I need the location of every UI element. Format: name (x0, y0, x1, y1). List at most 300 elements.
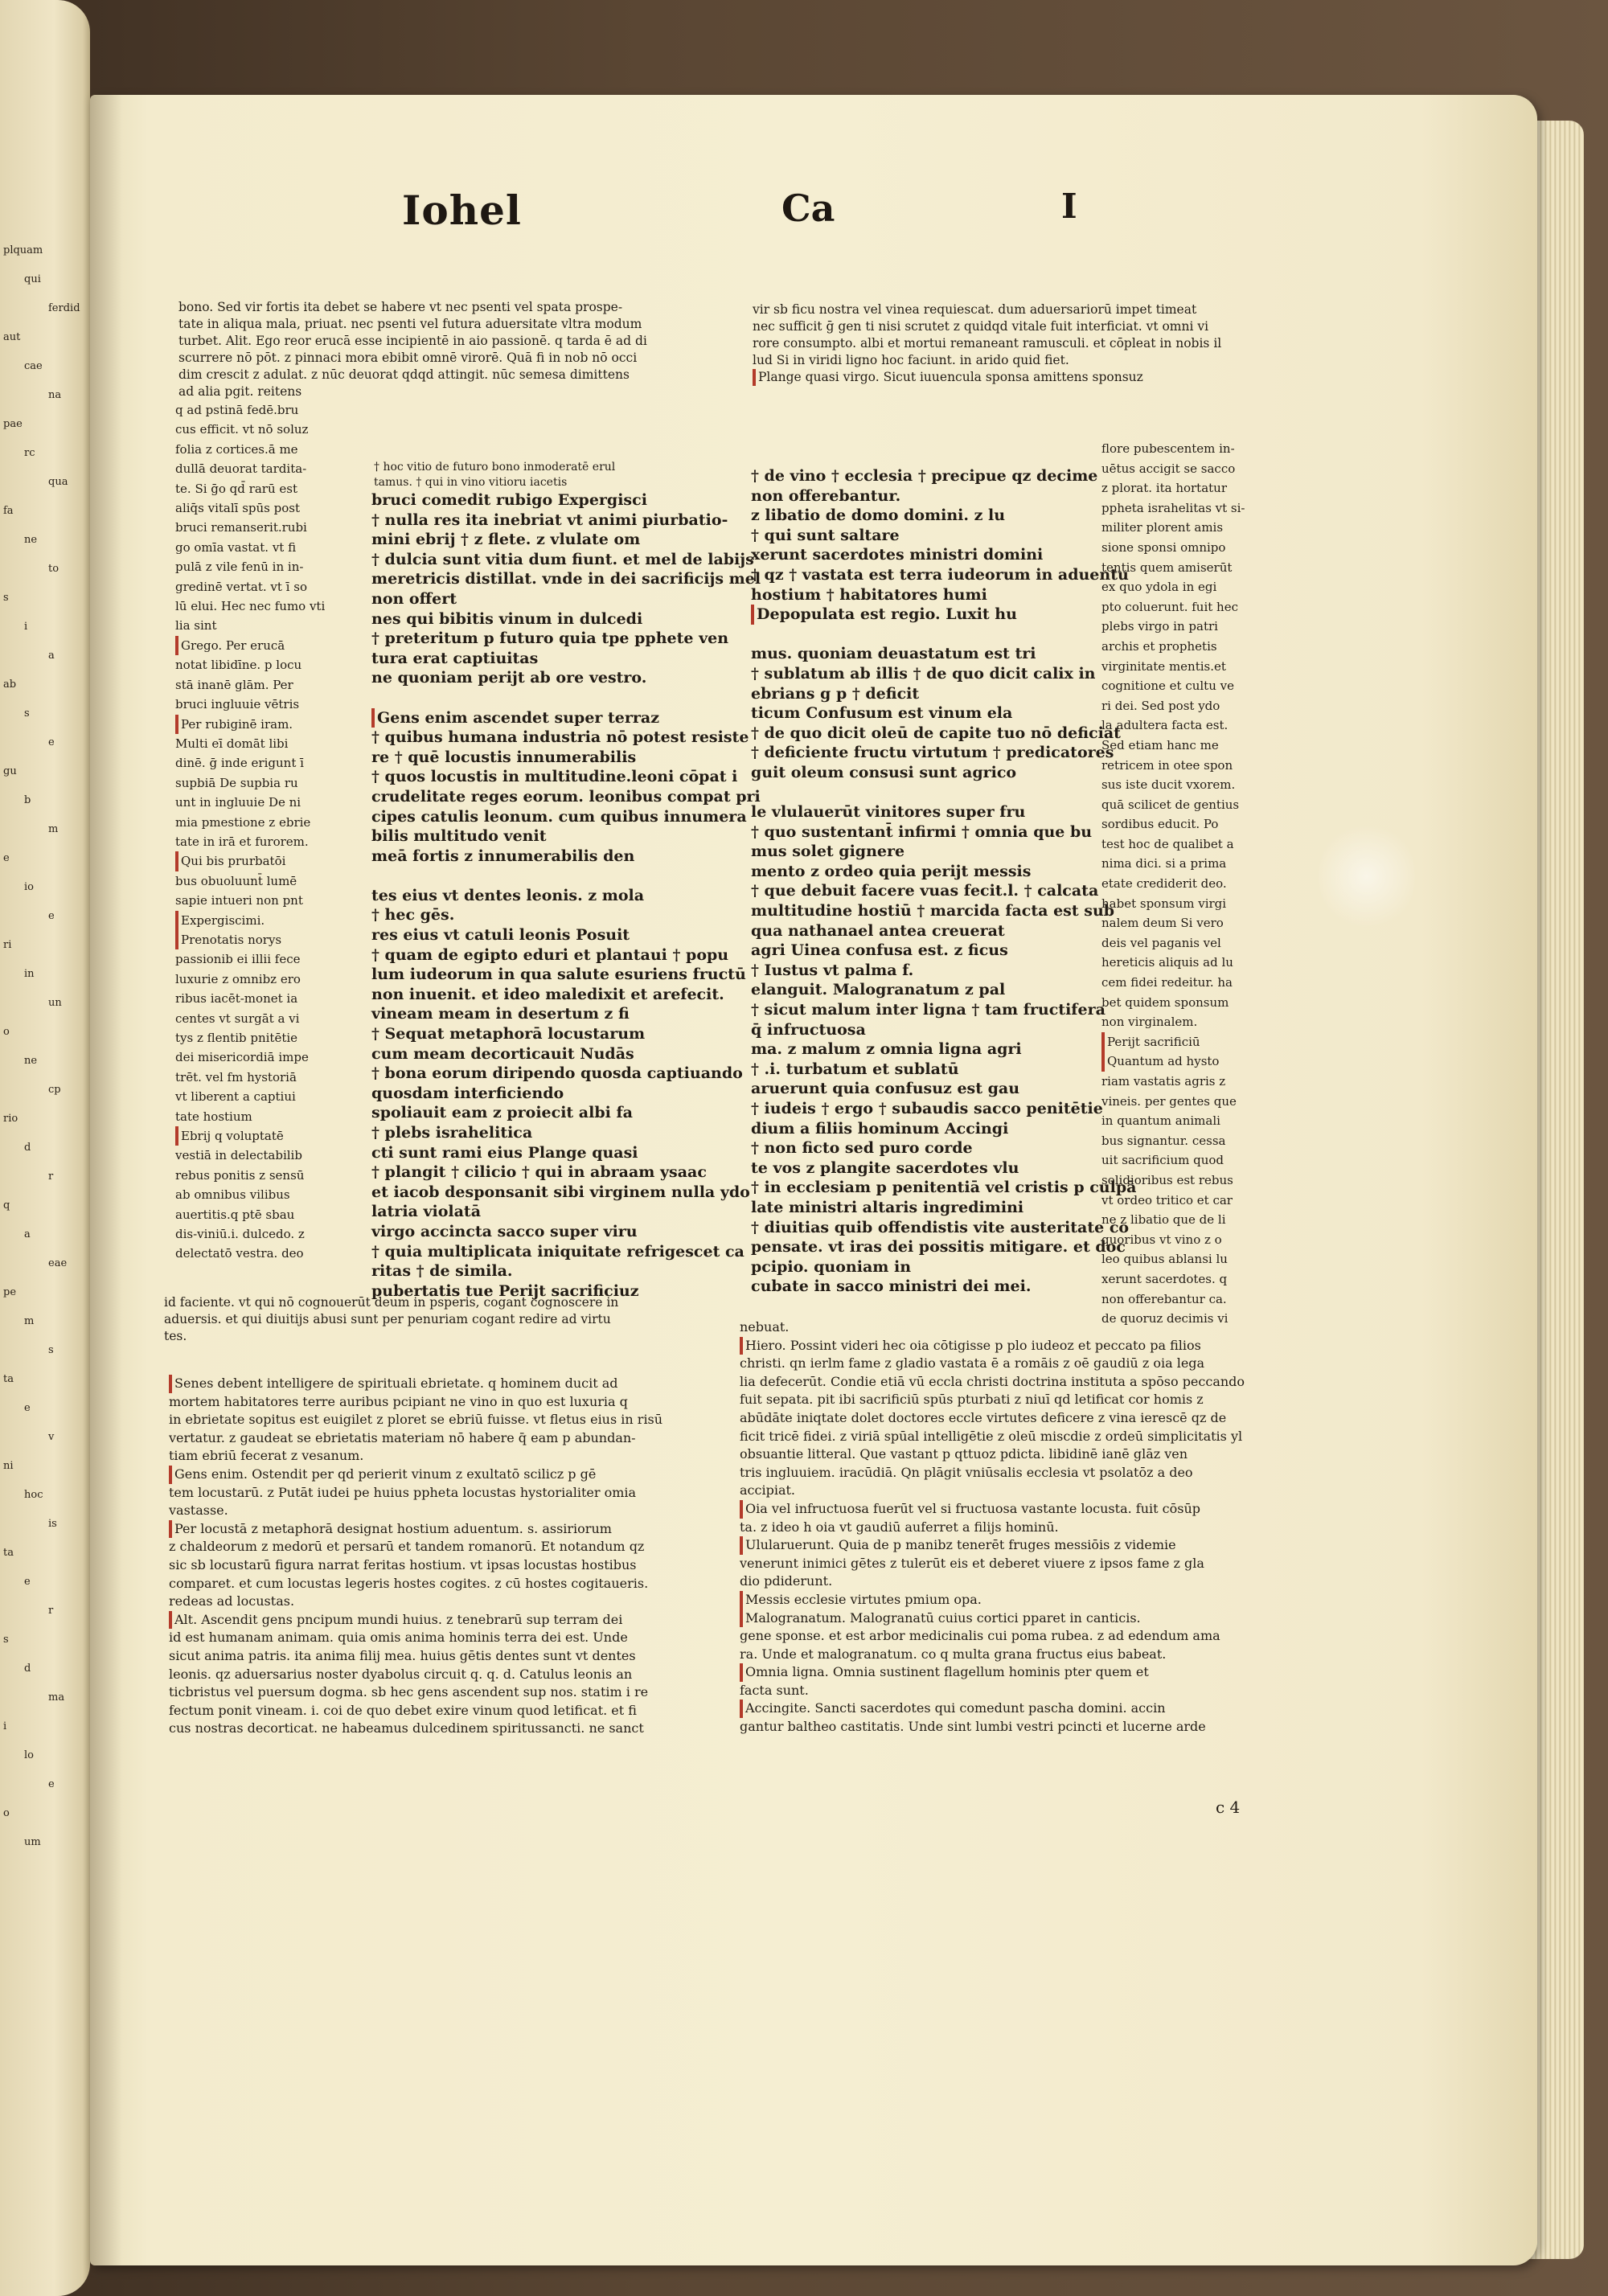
text-line: lia sint (175, 618, 217, 633)
text-line: le vlulauerūt vinitores super fru (751, 803, 1026, 822)
text-line: Accingite. Sancti sacerdotes qui comedunt pascha domini. accin (740, 1699, 1254, 1718)
left-page-fragment: ab (3, 679, 17, 691)
text-line: Messis ecclesie virtutes pmium opa. (740, 1591, 1254, 1609)
text-line: lū elui. Hec nec fumo vti (175, 599, 326, 614)
left-page-fragment: cae (24, 360, 43, 372)
text-line: fuit sepata. pit ibi sacrificiū spūs pturbati z niuī qd letificat cor homis z (740, 1392, 1204, 1408)
text-line: mus solet gignere (751, 843, 905, 861)
text-line: † in ecclesiam p penitentiā vel cristis p culpā (751, 1179, 1137, 1197)
left-page-fragment: e (24, 1402, 31, 1414)
left-page-fragment: e (48, 1778, 55, 1790)
text-line: redeas ad locustas. (169, 1593, 295, 1609)
text-line: rebus ponitis z sensū (175, 1167, 305, 1183)
text-line: dio pdiderunt. (740, 1573, 833, 1589)
text-line: trēt. vel fm hystoriā (175, 1069, 297, 1084)
left-page-fragment: rc (24, 447, 35, 459)
text-line: gantur baltheo castitatis. Unde sint lumbi vestri pcincti et lucerne arde (740, 1719, 1206, 1735)
text-line: nebuat. (740, 1319, 790, 1335)
left-page-fragment: io (24, 881, 34, 893)
text-line: facta sunt. (740, 1682, 809, 1698)
text-line: etate crediderit deo. (1101, 876, 1227, 892)
text-line: tes. (164, 1329, 187, 1343)
text-line: dis-viniū.i. dulcedo. z (175, 1227, 305, 1242)
gloss-top-left (178, 299, 733, 400)
text-line: ebrians g p † deficit (751, 684, 920, 703)
text-line: ma. z malum z omnia ligna agri (751, 1040, 1022, 1059)
text-line: vt ordeo tritico et car (1101, 1192, 1233, 1207)
left-page-fragment: s (48, 1344, 54, 1356)
left-page-fragment: o (3, 1807, 10, 1819)
text-line: q ad pstinā fedē.bru (175, 403, 299, 417)
left-page-fragment: i (24, 621, 28, 633)
text-line: † quia multiplicata iniquitate refrigescet ca (371, 1242, 745, 1261)
text-line: vt liberent a captiui (175, 1089, 296, 1105)
left-page-fragment: to (48, 563, 59, 575)
text-line: lud Si in viridi ligno hoc faciunt. in arido quid fiet. (753, 353, 1069, 367)
left-page-fragment: e (48, 736, 55, 748)
text-line: quoribus vt vino z o (1101, 1232, 1222, 1247)
text-line: luxurie z omnibz ero (175, 971, 301, 986)
text-line: centes vt surgāt a vi (175, 1011, 300, 1026)
text-line: folia z cortices.ā me (175, 441, 298, 457)
text-line: Gens enim. Ostendit per qd perierit vinum z exultatō scilicz p gē (169, 1466, 683, 1484)
text-line: Senes debent intelligere de spirituali ebrietate. q hominem ducit ad (169, 1375, 683, 1393)
text-line: mortem habitatores terre auribus pcipiant ne vino in quo est luxuria q (169, 1393, 628, 1409)
text-line: aruerunt quia confusuz est gau (751, 1080, 1020, 1098)
text-line: latria violatā (371, 1203, 482, 1221)
text-line: uētus accigit se sacco (1101, 461, 1236, 476)
left-page-fragment: plquam (3, 244, 43, 256)
left-page-fragment: ne (24, 1055, 38, 1067)
text-line: pcipio. quoniam in (751, 1257, 912, 1276)
text-line: dei misericordiā impe (175, 1050, 309, 1065)
text-line: † bona eorum diripendo quosda captiuando (371, 1064, 743, 1083)
text-line: hostium † habitatores humi (751, 585, 987, 604)
text-line: nalem deum Si vero (1101, 916, 1224, 931)
left-page-fragment: fa (3, 505, 14, 517)
text-line: tem locustarū. z Putāt iudei pe huius ppheta locustas hystorialiter omia (169, 1484, 637, 1500)
gloss-left-column (175, 400, 368, 1264)
left-page-fragment: o (3, 1026, 10, 1038)
text-line: † quo sustentant̄ infirmi † omnia que bu (751, 822, 1093, 841)
text-line: sapie intueri non pnt (175, 893, 303, 908)
text-line: mento z ordeo quia perijt messis (751, 862, 1032, 880)
text-line: obsuantie litteral. Que vastant p qttuoz pdicta. libidinē ianē glāz ven (740, 1446, 1188, 1462)
left-page-fragment: ni (3, 1460, 14, 1472)
text-line: † de vino † ecclesia † precipue qz decime (751, 467, 1098, 485)
left-page-fragment: cp (48, 1084, 61, 1096)
text-line: tys z flentib pnitētie (175, 1031, 298, 1045)
column-1-text (371, 490, 761, 1301)
text-line: † .i. turbatum et sublatū (751, 1060, 959, 1078)
text-line: quā scilicet de gentius (1101, 797, 1240, 812)
text-line: vineam meam in desertum z fi (371, 1005, 630, 1023)
text-line: Multi eī domāt libi (175, 736, 289, 751)
text-line: Grego. Per erucā (175, 636, 368, 655)
text-line: fectum ponit vineam. i. coi de quo debet exire vinum quod letificat. et fi (169, 1702, 637, 1718)
text-line: † quos locustis in multitudine.leoni cōpat i (371, 768, 738, 786)
text-line: vineis. per gentes que (1101, 1093, 1237, 1109)
text-line: stā inanē glām. Per (175, 677, 293, 692)
text-line: Perijt sacrificiū (1101, 1032, 1282, 1052)
text-line: xerunt sacerdotes. q (1101, 1271, 1228, 1286)
text-line: crudelitate reges eorum. leonibus compat pri (371, 787, 761, 806)
left-page-fragment: m (48, 823, 59, 835)
text-line: non offert (371, 589, 457, 608)
text-line: ne quoniam perijt ab ore vestro. (371, 669, 647, 687)
text-line: pto coluerunt. fuit hec (1101, 599, 1238, 614)
text-line: † dulcia sunt vitia dum fiunt. et mel de labijs (371, 550, 754, 568)
text-line: in ebrietate sopitus est euigilet z ploret se ebriū fuisse. vt fletus eius in risū (169, 1412, 663, 1428)
text-line: id est humanam animam. quia omis anima hominis terra dei est. Unde (169, 1630, 628, 1646)
text-line: multitudine hostiū † marcida facta est sub (751, 902, 1115, 920)
left-page-fragment: e (48, 910, 55, 922)
text-line: sicut anima patris. ita anima filij mea. huius gētis dentes sunt vt dentes (169, 1647, 636, 1663)
text-line: sus iste ducit vxorem. (1101, 777, 1236, 793)
text-line: dim crescit z adulat. z nūc deuorat qdqd attingit. nūc semesa dimittens (178, 367, 630, 382)
text-line: Omnia ligna. Omnia sustinent flagellum hominis pter quem et (740, 1663, 1254, 1682)
text-line: cem fidei redeitur. ha (1101, 975, 1233, 990)
text-line: bet quidem sponsum (1101, 994, 1229, 1010)
text-line: bilis multitudo venit (371, 827, 547, 846)
text-line: auertitis.q ptē sbau (175, 1207, 295, 1222)
text-line: ticbristus vel puersum dogma. sb hec gens ascendent sup nos. statim i re (169, 1684, 649, 1700)
text-line: cipes catulis leonum. cum quibus innumera (371, 807, 747, 826)
left-page-fragment: r (48, 1171, 54, 1183)
running-head-chapter-number: I (1061, 187, 1077, 226)
text-line: tate in irā et furorem. (175, 834, 309, 849)
text-line: leonis. qz aduersarius noster dyabolus circuit q. q. d. Catulus leonis an (169, 1666, 633, 1682)
text-line: † que debuit facere vuas fecit.l. † calcata (751, 882, 1099, 900)
text-line: de quoruz decimis vi (1101, 1311, 1229, 1326)
text-line: tentis quem amiserūt (1101, 560, 1233, 575)
text-line: militer plorent amis (1101, 520, 1224, 535)
text-line: hereticis aliquis ad lu (1101, 955, 1233, 970)
text-line: Prenotatis norys (175, 930, 368, 949)
text-line: vir sb ficu nostra vel vinea requiescat. dum aduersariorū impet timeat (753, 302, 1197, 317)
text-line: † plebs israhelitica (371, 1124, 533, 1142)
left-page-fragment: rio (3, 1113, 18, 1125)
text-line: cus nostras decorticat. ne habeamus dulcedinem spiritussancti. ne sanct (169, 1720, 644, 1736)
text-line: Qui bis prurbatōi (175, 851, 368, 871)
text-line: nima dici. si a prima (1101, 856, 1227, 871)
text-line: sic sb locustarū figura narrat feritas hostium. vt ipsas locustas hostibus (169, 1556, 637, 1572)
text-line: non inuenit. et ideo maledixit et arefecit. (371, 985, 724, 1003)
text-line: bruci ingluuie vētris (175, 697, 300, 712)
text-line: vastasse. (169, 1503, 228, 1519)
left-page-fragment: hoc (24, 1489, 43, 1501)
text-line: pensate. vt iras dei possitis mitigare. et doc (751, 1238, 1126, 1257)
left-page-fragment: r (48, 1605, 54, 1617)
text-line: gene sponse. et est arbor medicinalis cui poma rubea. z ad edendum ama (740, 1628, 1220, 1644)
text-line: Sed etiam hanc me (1101, 737, 1219, 752)
text-line: archis et prophetis (1101, 638, 1217, 654)
text-line: deis vel paganis vel (1101, 935, 1221, 950)
text-line: † Iustus vt palma f. (751, 961, 914, 979)
running-head-book: Iohel (402, 187, 522, 234)
left-page-fragment: is (48, 1518, 57, 1530)
text-line: gredinē vertat. vt ī so (175, 579, 307, 594)
text-line: elanguit. Malogranatum z pal (751, 981, 1006, 999)
text-line: nes qui bibitis vinum in dulcedi (371, 609, 643, 628)
left-page-fragment: s (3, 1634, 9, 1646)
text-line: † preteritum p futuro quia tpe pphete ven (371, 629, 729, 648)
text-line: id faciente. vt qui nō cognouerūt deum in psperis, cogant cognoscere in (164, 1295, 619, 1310)
left-page-fragment: i (3, 1720, 7, 1732)
left-page-fragment: s (3, 592, 9, 604)
text-line: tris ingluuiem. iracūdiā. Qn plāgit vniūsalis ecclesia vt psolatōz a deo (740, 1464, 1193, 1480)
text-line: † quam de egipto eduri et plantaui † popu (371, 945, 729, 964)
text-line: † plangit † cilicio † qui in abraam ysaac (371, 1163, 707, 1182)
text-line: aduersis. et qui diuitijs abusi sunt per penuriam cogant redire ad virtu (164, 1312, 611, 1326)
text-line: Hiero. Possint videri hec oia cōtigisse p plo iudeoz et peccato pa filios (740, 1337, 1254, 1355)
gutter-shadow (90, 95, 122, 2265)
text-line: dium a filiis hominum Accingi (751, 1119, 1009, 1138)
left-page-fragment: d (24, 1663, 31, 1675)
left-page-fragment: ferdid (48, 302, 80, 314)
left-page-fragment: b (24, 794, 31, 806)
text-line: bono. Sed vir fortis ita debet se habere vt nec psenti vel spata prospe- (178, 300, 623, 314)
text-line: vertatur. z gaudeat se ebrietatis materiam nō habere q̄ eam p abundan- (169, 1429, 636, 1445)
text-line: † quibus humana industria nō potest resiste (371, 728, 749, 747)
text-line: la adultera facta est. (1101, 718, 1229, 733)
text-line: Ebrij q voluptatē (175, 1126, 368, 1146)
left-page-fragment: v (48, 1431, 55, 1443)
text-line: guit oleum consusi sunt agrico (751, 763, 1017, 781)
text-line: ta. z ideo h oia vt gaudiū auferret a filijs hominū. (740, 1519, 1059, 1535)
text-line: † hoc vitio de futuro bono inmoderatē erul (374, 461, 616, 474)
left-page-fragment: lo (24, 1749, 34, 1761)
text-line: Gens enim ascendet super terraz (371, 708, 689, 728)
text-line: ri dei. Sed post ydo (1101, 698, 1220, 713)
text-line: † iudeis † ergo † subaudis sacco penitētie (751, 1100, 1103, 1117)
text-line: dinē. ḡ inde erigunt ī (175, 756, 304, 771)
text-line: † non ficto sed puro corde (751, 1139, 973, 1158)
text-line: tura erat captiuitas (371, 649, 539, 667)
text-line: cubate in sacco ministri dei mei. (751, 1277, 1032, 1296)
text-line: comparet. et cum locustas legeris hostes cogites. z cū hostes cogitaueris. (169, 1575, 649, 1591)
text-line: † Sequat metaphorā locustarum (371, 1025, 646, 1043)
text-line: † deficiente fructu virtutum † predicatores (751, 744, 1114, 762)
left-page-fragment: gu (3, 765, 17, 777)
text-line: cus efficit. vt nō soluz (175, 422, 309, 437)
text-line: bus signantur. cessa (1101, 1133, 1226, 1148)
text-line: spoliauit eam z proiecit albi fa (371, 1104, 633, 1122)
text-line: test hoc de qualibet a (1101, 836, 1234, 851)
left-page-edge (0, 0, 90, 2296)
text-line: ficit tricē fidei. z viriā spūal intelligētie z oleū miscdie z ordeū simplicitatis yl (740, 1428, 1243, 1444)
text-line: Alt. Ascendit gens pncipum mundi huius. z tenebrarū sup terram dei (169, 1611, 683, 1630)
text-line: ad alia pgit. reitens (178, 384, 302, 399)
text-line: unt in ingluuie De ni (175, 795, 302, 810)
text-line: † qui sunt saltare (751, 526, 900, 544)
text-line: mus. quoniam deuastatum est tri (751, 645, 1036, 663)
text-line: z plorat. ita hortatur (1101, 481, 1228, 496)
text-line: non virginalem. (1101, 1015, 1198, 1030)
bottom-gloss-right (740, 1318, 1254, 1736)
gloss-after-left (164, 1294, 679, 1345)
text-line: bus obuoluunt̄ lumē (175, 873, 297, 888)
text-line: Per locustā z metaphorā designat hostium aduentum. s. assiriorum (169, 1520, 683, 1539)
left-page-fragment: pe (3, 1286, 17, 1298)
text-line: cum meam decorticauit Nudās (371, 1044, 634, 1063)
left-page-fragment: a (48, 650, 55, 662)
text-line: ex quo ydola in egi (1101, 580, 1217, 595)
text-line: pubertatis tue Perijt sacrificiuz (371, 1281, 639, 1300)
text-line: Malogranatum. Malogranatū cuius cortici pparet in canticis. (740, 1609, 1254, 1628)
text-line (751, 783, 1056, 803)
narrow-gloss-column (1101, 439, 1282, 1329)
left-page-fragment: m (24, 1315, 35, 1327)
column-2-top-gloss (753, 301, 1283, 386)
left-page-fragment: um (24, 1836, 41, 1848)
text-line: ne z libatio que de li (1101, 1212, 1226, 1228)
text-line: tiam ebriū fecerat z vesanum. (169, 1448, 364, 1464)
text-line: ab omnibus vilibus (175, 1187, 290, 1203)
text-line: mia pmestione z ebrie (175, 814, 311, 830)
text-line: notat libidīne. p locu (175, 658, 302, 673)
text-line: et iacob desponsanit sibi virginem nulla ydo (371, 1183, 750, 1201)
text-line: lum iudeorum in qua salute esuriens fructū (371, 966, 746, 984)
text-line: dullā deuorat tardita- (175, 461, 307, 477)
paper-stain (1319, 820, 1415, 933)
text-line: re † quē locustis innumerabilis (371, 748, 637, 766)
text-line: uit sacrificium quod (1101, 1153, 1224, 1168)
text-line: † sublatum ab illis † de quo dicit calix in (751, 664, 1096, 683)
text-line: ribus iacēt-monet ia (175, 991, 298, 1007)
left-page-fragment: ma (48, 1691, 65, 1704)
text-line: passionib ei illii fece (175, 952, 301, 967)
text-line: aliq̄s vitalī spūs post (175, 501, 300, 516)
running-head-chapter-label: Ca (781, 187, 835, 230)
left-page-fragment: ta (3, 1373, 14, 1385)
text-line: rore consumpto. albi et mortui remaneant ramusculi. et cōpleat in nobis il (753, 336, 1222, 351)
left-page-fragment: d (24, 1142, 31, 1154)
text-line: ppheta israhelitas vt si- (1101, 500, 1245, 515)
text-line: plebs virgo in patri (1101, 619, 1218, 634)
text-line: venerunt inimici gētes z tulerūt eis et deberet viuere z ipsos fame z gla (740, 1555, 1204, 1571)
left-page-fragment: ri (3, 939, 12, 951)
left-page-fragment: a (24, 1228, 31, 1240)
column-2-text (751, 466, 1137, 1297)
text-line: leo quibus ablansi lu (1101, 1252, 1228, 1267)
text-line: tes eius vt dentes leonis. z mola (371, 886, 645, 904)
text-line: supbiā De supbia ru (175, 775, 298, 790)
text-line: ra. Unde et malogranatum. co q multa grana fructus eius babeat. (740, 1646, 1167, 1662)
text-line (371, 866, 689, 886)
text-line: Depopulata est regio. Luxit hu (751, 605, 1056, 625)
text-line: q̄ infructuosa (751, 1020, 866, 1039)
text-line: solidioribus est rebus (1101, 1172, 1233, 1187)
text-line: z chaldeorum z medorū et persarū et tandem romanorū. Et notandum qz (169, 1539, 645, 1555)
text-line: delectatō vestra. deo (175, 1246, 304, 1261)
text-line: Per rubiginē iram. (175, 715, 368, 734)
text-line: xerunt sacerdotes ministri domini (751, 546, 1044, 564)
text-line: agri Uinea confusa est. z ficus (751, 941, 1008, 960)
text-line: turbet. Alit. Ego reor erucā esse incipientē in aio passionē. q tarda ē ad di (178, 334, 647, 348)
text-line: non offerebantur. (751, 486, 901, 505)
text-line: † sicut malum inter ligna † tam fructifera (751, 1001, 1106, 1019)
left-page-fragment: aut (3, 331, 21, 343)
left-page-fragment: e (24, 1576, 31, 1588)
text-line: bruci comedit rubigo Expergisci (371, 491, 647, 509)
text-line: tamus. † qui in vino vitioru iacetis (374, 476, 568, 489)
text-line: ticum Confusum est vinum ela (751, 704, 1013, 723)
text-line: habet sponsum virgi (1101, 896, 1227, 911)
text-line: nec sufficit ḡ gen ti nisi scrutet z quidqd vitale fuit interficiat. vt omni vi (753, 319, 1209, 334)
left-page-fragment: ne (24, 534, 38, 546)
text-line: cognitione et cultu ve (1101, 679, 1234, 694)
text-line: retricem in otee spon (1101, 757, 1233, 773)
text-line: † hec gēs. (371, 906, 455, 925)
text-line: late ministri altaris ingredimini (751, 1198, 1024, 1216)
text-line: non offerebantur ca. (1101, 1291, 1227, 1306)
left-page-fragment: in (24, 968, 35, 980)
text-line: quosdam interficiendo (371, 1084, 564, 1102)
text-line: tate in aliqua mala, priuat. nec psenti vel futura aduersitate vltra modum (178, 317, 642, 331)
text-line: go omīa vastat. vt fi (175, 539, 297, 555)
text-line: bruci remanserit.rubi (175, 520, 307, 535)
bottom-gloss-left (169, 1375, 683, 1738)
text-line: lia defecerūt. Condie etiā vū eccla christi doctrina instituta a spōso peccando (740, 1373, 1245, 1389)
text-line: cti sunt rami eius Plange quasi (371, 1143, 638, 1162)
text-line: sordibus educit. Po (1101, 817, 1219, 832)
text-line: qua nathanael antea creuerat (751, 921, 1005, 940)
text-line (371, 688, 689, 708)
text-line: ritas † de simila. (371, 1262, 513, 1281)
text-line: z libatio de domo domini. z lu (751, 506, 1006, 525)
left-page-fragment: q (3, 1199, 10, 1212)
text-line: Ulularuerunt. Quia de p manibz tenerēt fruges messiōis z videmie (740, 1536, 1254, 1555)
text-line: flore pubescentem in- (1101, 441, 1235, 456)
text-line: Expergiscimi. (175, 911, 368, 930)
text-line: scurrere nō pōt. z pinnaci mora ebibit omnē virorē. Quā fi in nob nō occi (178, 351, 638, 365)
text-line: te vos z plangite sacerdotes vlu (751, 1158, 1019, 1177)
left-page-fragment: eae (48, 1257, 68, 1269)
text-line: meretricis distillat. vnde in dei sacrificijs mel (371, 570, 761, 588)
text-line (751, 625, 1056, 645)
text-line: accipiat. (740, 1482, 795, 1499)
text-line: vestiā in delectabilib (175, 1148, 302, 1163)
text-line: te. Si ḡo qd̄ rarū est (175, 481, 297, 496)
text-line: virginitate mentis.et (1101, 658, 1226, 674)
left-page-fragment: un (48, 997, 62, 1009)
left-page-fragment: s (24, 707, 30, 720)
text-line: † diuitias quib offendistis vite austeritate co (751, 1218, 1130, 1236)
left-page-fragment: qui (24, 273, 41, 285)
text-line: abūdāte iniqtate dolet doctores eccle virtutes deficere z vina ierescē qz de (740, 1409, 1227, 1425)
left-page-fragment: ta (3, 1547, 14, 1559)
text-line: Oia vel infructuosa fuerūt vel si fructuosa vastante locusta. fuit cōsūp (740, 1500, 1254, 1519)
left-page-fragment: qua (48, 476, 68, 488)
text-line: sione sponsi omnipo (1101, 539, 1226, 555)
text-line: † nulla res ita inebriat vt animi piurbatio- (371, 510, 728, 529)
left-page-fragment: pae (3, 418, 23, 430)
text-line: virgo accincta sacco super viru (371, 1222, 638, 1240)
column-1-top-gloss (374, 460, 687, 490)
text-line: riam vastatis agris z (1101, 1074, 1226, 1089)
text-line: in quantum animali (1101, 1113, 1220, 1129)
text-line: tate hostium (175, 1109, 252, 1124)
text-line: pulā z vile fenū in in- (175, 560, 304, 575)
folio-signature: c 4 (1216, 1798, 1241, 1817)
left-page-fragment: na (48, 389, 62, 401)
left-page-fragment: e (3, 852, 10, 864)
text-line: res eius vt catuli leonis Posuit (371, 926, 630, 945)
text-line: christi. qn ierlm fame z gladio vastata ē a romāis z oē gaudiū z oia lega (740, 1355, 1205, 1371)
text-line: † de quo dicit oleū de capite tuo nō deficiat (751, 724, 1121, 742)
text-line: meā fortis z innumerabilis den (371, 847, 635, 865)
